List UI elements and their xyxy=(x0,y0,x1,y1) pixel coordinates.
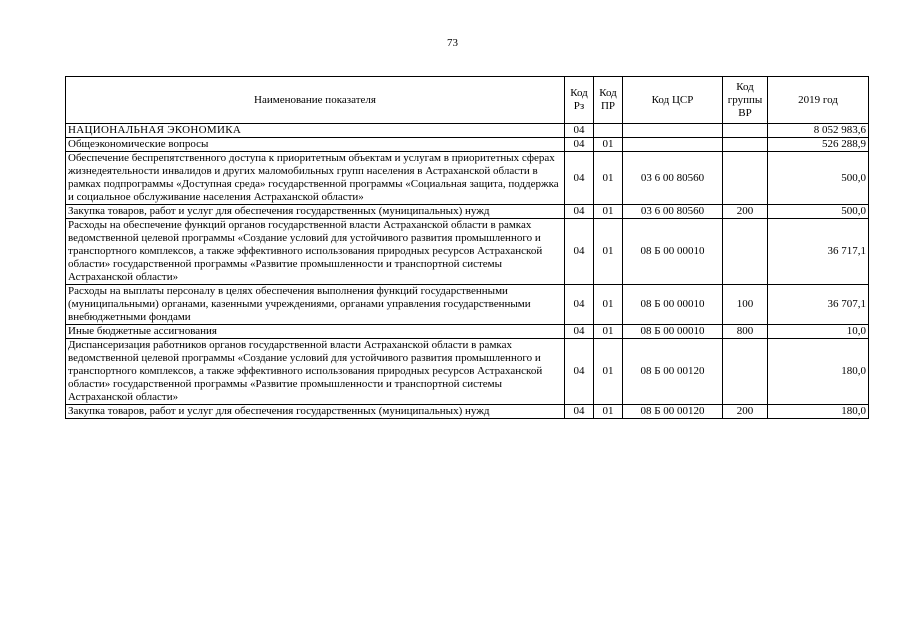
header-name: Наименование показателя xyxy=(66,77,565,124)
row-pr: 01 xyxy=(594,339,623,405)
row-pr: 01 xyxy=(594,152,623,205)
row-name: Расходы на выплаты персоналу в целях обеспечения выполнения функций государственными (муниципальными) органами, казенными учреждениями, органами управления государственными внебюджетными фондами xyxy=(66,285,565,325)
header-rz: Код Рз xyxy=(565,77,594,124)
table-row xyxy=(66,138,869,152)
header-pr: Код ПР xyxy=(594,77,623,124)
row-csr: 08 Б 00 00120 xyxy=(623,339,723,405)
row-name: Закупка товаров, работ и услуг для обеспечения государственных (муниципальных) нужд xyxy=(66,405,565,419)
row-csr xyxy=(623,138,723,152)
row-name: Иные бюджетные ассигнования xyxy=(66,325,565,339)
row-rz: 04 xyxy=(565,325,594,339)
row-csr: 03 6 00 80560 xyxy=(623,152,723,205)
row-rz: 04 xyxy=(565,219,594,285)
row-name: Диспансеризация работников органов государственной власти Астраханской области в рамках ведомственной целевой программы «Создание условий для устойчивого развития промышленного и транспортного комплексов, а также эффективного использования природных ресурсов Астраханской области» государственной программы «Развитие промышленности и транспортной системы Астраханской области» xyxy=(66,339,565,405)
row-name: Закупка товаров, работ и услуг для обеспечения государственных (муниципальных) нужд xyxy=(66,205,565,219)
row-amount: 8 052 983,6 xyxy=(768,124,869,138)
row-rz: 04 xyxy=(565,405,594,419)
row-csr: 03 6 00 80560 xyxy=(623,205,723,219)
table-row xyxy=(66,205,869,219)
row-csr: 08 Б 00 00010 xyxy=(623,285,723,325)
row-pr: 01 xyxy=(594,325,623,339)
row-rz: 04 xyxy=(565,152,594,205)
row-amount: 180,0 xyxy=(768,405,869,419)
row-pr: 01 xyxy=(594,205,623,219)
row-pr xyxy=(594,124,623,138)
row-name: НАЦИОНАЛЬНАЯ ЭКОНОМИКА xyxy=(66,124,565,138)
row-vr: 800 xyxy=(723,325,768,339)
row-csr: 08 Б 00 00120 xyxy=(623,405,723,419)
row-rz: 04 xyxy=(565,124,594,138)
row-name: Расходы на обеспечение функций органов государственной власти Астраханской области в рамках ведомственной целевой программы «Создание условий для устойчивого развития промышленного и транспортного комплексов, а также эффективного использования природных ресурсов Астраханской области» государственной программы «Развитие промышленности и транспортной системы Астраханской области» xyxy=(66,219,565,285)
row-vr: 200 xyxy=(723,405,768,419)
header-vr: Код группы ВР xyxy=(723,77,768,124)
header-csr: Код ЦСР xyxy=(623,77,723,124)
row-csr: 08 Б 00 00010 xyxy=(623,325,723,339)
row-pr: 01 xyxy=(594,405,623,419)
row-name: Обеспечение беспрепятственного доступа к приоритетным объектам и услугам в приоритетных сферах жизнедеятельности инвалидов и других маломобильных групп населения в Астраханской области в рамках подпрограммы «Доступная среда» государственной программы «Социальная защита, поддержка и социальное обслуживание населения Астраханской области» xyxy=(66,152,565,205)
table-row xyxy=(66,219,869,285)
row-rz: 04 xyxy=(565,205,594,219)
row-pr: 01 xyxy=(594,138,623,152)
table-row xyxy=(66,124,869,138)
row-rz: 04 xyxy=(565,339,594,405)
budget-table xyxy=(65,76,869,419)
row-amount: 10,0 xyxy=(768,325,869,339)
row-amount: 500,0 xyxy=(768,205,869,219)
table-row xyxy=(66,152,869,205)
row-amount: 526 288,9 xyxy=(768,138,869,152)
row-rz: 04 xyxy=(565,285,594,325)
table-row xyxy=(66,285,869,325)
row-csr: 08 Б 00 00010 xyxy=(623,219,723,285)
page-number: 73 xyxy=(447,37,458,49)
table-header-row xyxy=(66,77,869,124)
row-pr: 01 xyxy=(594,219,623,285)
row-vr xyxy=(723,124,768,138)
table-row xyxy=(66,339,869,405)
row-vr: 100 xyxy=(723,285,768,325)
table-row xyxy=(66,405,869,419)
row-vr xyxy=(723,138,768,152)
row-amount: 180,0 xyxy=(768,339,869,405)
row-amount: 36 707,1 xyxy=(768,285,869,325)
header-year: 2019 год xyxy=(768,77,869,124)
row-pr: 01 xyxy=(594,285,623,325)
row-csr xyxy=(623,124,723,138)
row-name: Общеэкономические вопросы xyxy=(66,138,565,152)
row-rz: 04 xyxy=(565,138,594,152)
row-vr: 200 xyxy=(723,205,768,219)
row-vr xyxy=(723,339,768,405)
row-vr xyxy=(723,219,768,285)
row-vr xyxy=(723,152,768,205)
row-amount: 500,0 xyxy=(768,152,869,205)
row-amount: 36 717,1 xyxy=(768,219,869,285)
table-row xyxy=(66,325,869,339)
